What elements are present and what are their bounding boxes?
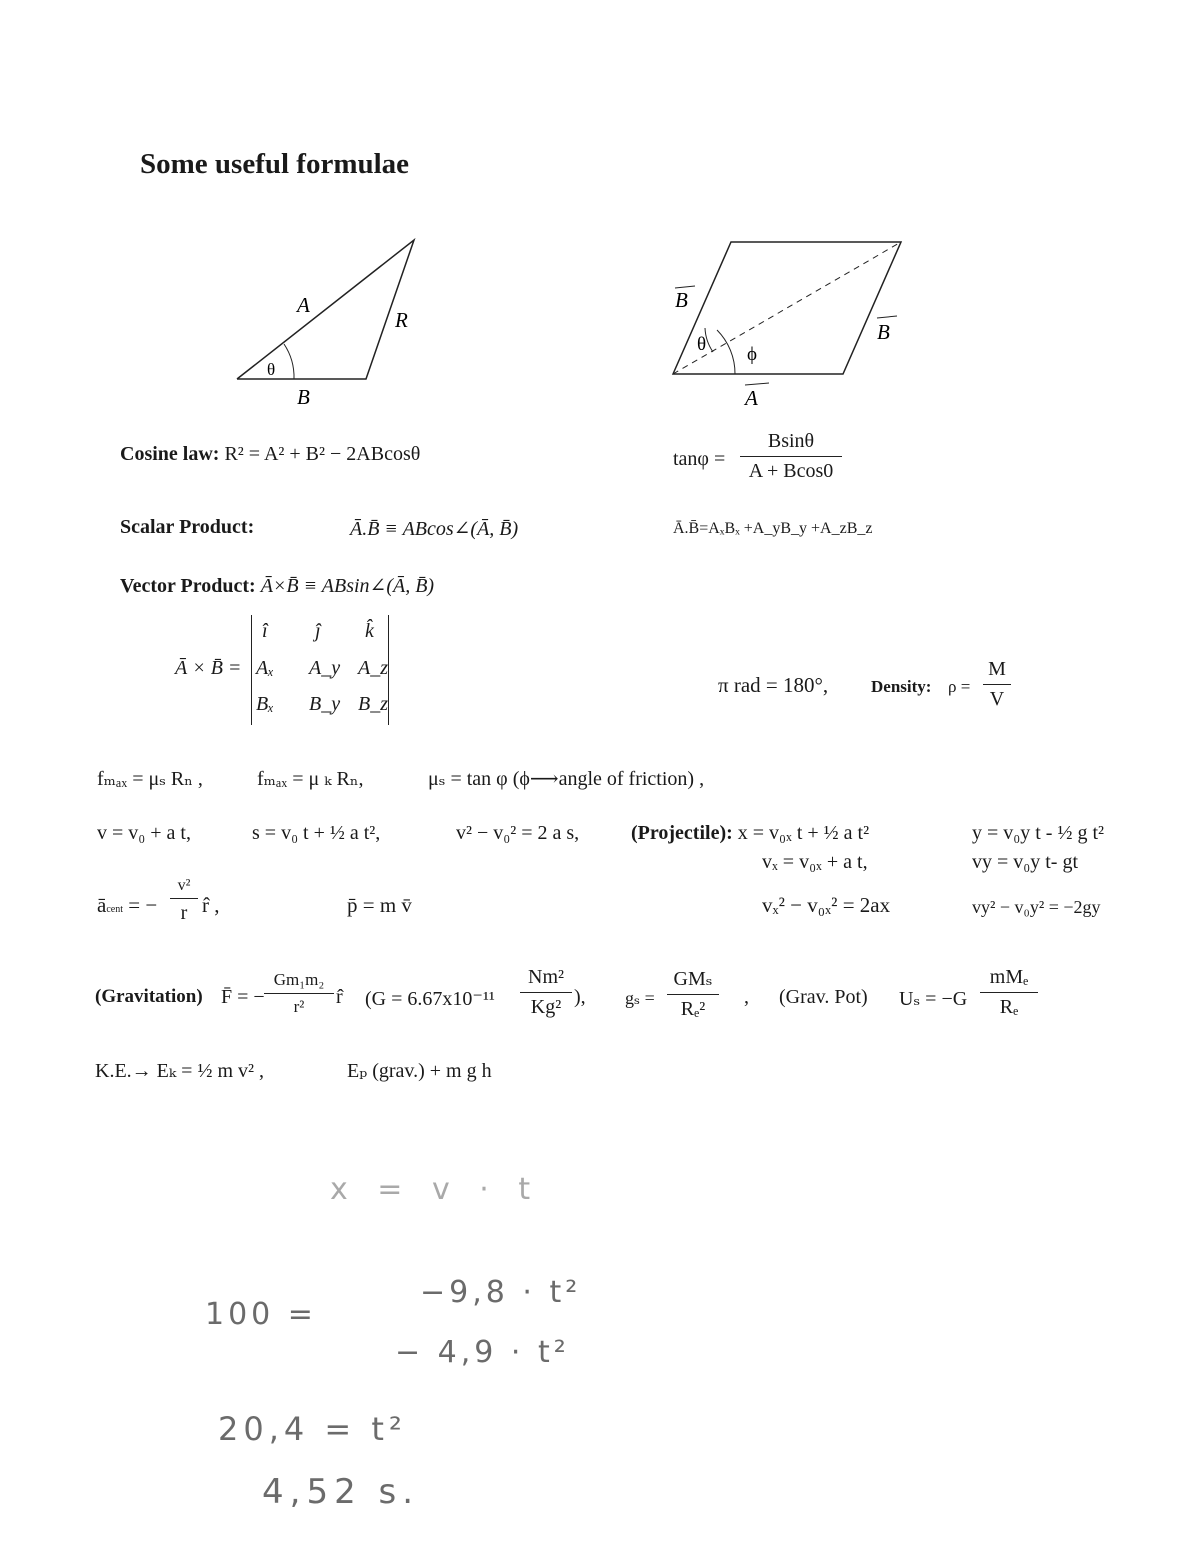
centripetal-a: ā xyxy=(97,893,107,917)
gravitation-force-fraction xyxy=(264,970,334,1017)
det-j-hat: ĵ xyxy=(315,620,321,642)
triangle-label-b: B xyxy=(297,385,310,409)
density-fraction xyxy=(983,658,1011,711)
tan-phi-numerator: Bsinθ xyxy=(740,430,842,457)
centripetal-lhs xyxy=(97,893,157,918)
gravitation-units-denominator: Kg² xyxy=(530,996,562,1018)
gravitation-force-numerator: Gm₁m₂ xyxy=(264,970,334,994)
parallelogram-label-phi: ϕ xyxy=(747,344,758,365)
projectile-vy-squared: vy² − v₀y² = −2gy xyxy=(972,897,1101,917)
projectile-vx-squared: vₓ² − v₀ₓ² = 2ax xyxy=(762,893,891,917)
handwriting-line-2a: 100 = xyxy=(205,1297,317,1332)
gravitation-force-rhat: r̂ xyxy=(336,986,343,1008)
gravitation-units-numerator: Nm² xyxy=(520,966,572,993)
handwriting-line-1: x = v · t xyxy=(330,1172,541,1207)
density-symbol: ρ = xyxy=(948,677,971,696)
gravitation-force-lhs: F̄ = − xyxy=(221,986,265,1008)
handwriting-line-3: − 4,9 · t² xyxy=(395,1335,570,1370)
kinetic-energy: K.E.→ Eₖ = ½ m v² , xyxy=(95,1060,265,1082)
determinant-lhs: Ā × B̄ = xyxy=(175,657,242,679)
parallelogram-label-a: A xyxy=(745,386,758,410)
tan-phi-fraction xyxy=(740,430,842,483)
surface-gravity-numerator: GMₛ xyxy=(667,966,719,995)
density-label: Density: xyxy=(871,677,932,696)
grav-pot-label: (Grav. Pot) xyxy=(779,986,868,1008)
projectile-y: y = v₀y t - ½ g t² xyxy=(972,822,1105,844)
triangle-label-theta: θ xyxy=(267,360,276,379)
tan-phi-denominator: A + Bcos0 xyxy=(748,460,834,482)
centripetal-numerator: v² xyxy=(170,877,198,899)
det-i-hat: î xyxy=(262,620,268,642)
gravitation-label: (Gravitation) xyxy=(95,986,203,1007)
kin-velocity: v = v₀ + a t, xyxy=(97,822,191,844)
centripetal-sub: cent xyxy=(106,904,123,915)
potential-energy: Eₚ (grav.) + m g h xyxy=(347,1060,492,1082)
parallelogram-label-theta: θ xyxy=(697,334,707,355)
grav-pot-fraction xyxy=(980,966,1038,1019)
vector-product-formula: Ā×B̄ ≡ ABsin∠(Ā, B̄) xyxy=(260,575,435,597)
parallelogram-label-b-left: B xyxy=(675,288,688,312)
projectile-label: (Projectile): xyxy=(631,822,733,844)
vector-product-label: Vector Product: xyxy=(120,575,256,597)
projectile-vx: vₓ = v₀ₓ + a t, xyxy=(762,851,868,873)
grav-pot-denominator: Rₑ xyxy=(999,996,1019,1018)
density-denominator: V xyxy=(989,688,1005,710)
projectile-x-formula: x = v₀ₓ t + ½ a t² xyxy=(737,822,870,844)
parallelogram-label-b-right: B xyxy=(877,320,890,344)
det-bx: Bₓ xyxy=(256,693,274,715)
surface-gravity-lhs: gₛ = xyxy=(625,988,655,1008)
gravitation-units-fraction xyxy=(520,966,572,1019)
cosine-law-label: Cosine law: xyxy=(120,443,220,465)
page-title: Some useful formulae xyxy=(140,148,410,180)
vector-product xyxy=(120,573,434,598)
kin-displacement: s = v₀ t + ½ a t², xyxy=(252,822,381,844)
det-ay: A_y xyxy=(309,657,341,679)
pi-rad: π rad = 180°, xyxy=(718,673,829,697)
det-bz: B_z xyxy=(358,693,388,715)
friction-kinetic: fₘₐₓ = μ ₖ Rₙ, xyxy=(257,768,364,790)
triangle-diagram xyxy=(230,232,430,412)
handwriting-line-2b: −9,8 · t² xyxy=(420,1275,582,1310)
momentum-formula: p̄ = m v̄ xyxy=(347,893,412,917)
handwriting-line-4: 20,4 = t² xyxy=(218,1410,407,1448)
cosine-law xyxy=(120,443,420,466)
det-by: B_y xyxy=(309,693,341,715)
gravitation-comma: , xyxy=(744,986,749,1008)
scalar-product-label: Scalar Product: xyxy=(120,516,255,538)
friction-angle: μₛ = tan φ (ϕ⟶angle of friction) , xyxy=(428,768,705,790)
gravitation-constant-close: ), xyxy=(574,986,586,1008)
centripetal-eq: = − xyxy=(128,893,158,917)
projectile-x xyxy=(631,822,869,845)
triangle-label-r: R xyxy=(395,308,408,332)
centripetal-rhat: r̂ , xyxy=(202,893,220,917)
grav-pot-numerator: mMₑ xyxy=(980,966,1038,993)
kin-velocity-squared: v² − v₀² = 2 a s, xyxy=(456,822,580,844)
density-numerator: M xyxy=(983,658,1011,685)
gravitation-force-denominator: r² xyxy=(293,997,305,1016)
determinant-matrix xyxy=(251,615,389,725)
det-ax: Aₓ xyxy=(256,657,274,679)
friction-static: fₘₐₓ = μₛ Rₙ , xyxy=(97,768,203,790)
grav-pot-lhs: Uₛ = −G xyxy=(899,988,968,1010)
scalar-product-components: Ā.B̄=AₓBₓ +A_yB_y +A_zB_z xyxy=(673,520,873,537)
det-k-hat: k̂ xyxy=(365,620,374,642)
surface-gravity-denominator: Rₑ² xyxy=(680,998,706,1020)
parallelogram-diagram xyxy=(665,232,915,412)
det-az: A_z xyxy=(358,657,388,679)
handwriting-line-5: 4,52 s. xyxy=(262,1472,420,1512)
projectile-vy: vy = v₀y t- gt xyxy=(972,851,1079,873)
tan-phi-lhs: tanφ = xyxy=(673,448,726,470)
centripetal-fraction xyxy=(170,877,198,925)
cosine-law-formula: R² = A² + B² − 2ABcosθ xyxy=(224,443,421,465)
triangle-label-a: A xyxy=(297,293,310,317)
surface-gravity-fraction xyxy=(667,966,719,1021)
centripetal-denominator: r xyxy=(180,902,188,924)
gravitation-constant: (G = 6.67x10⁻¹¹ xyxy=(365,988,495,1010)
scalar-product-formula: Ā.B̄ ≡ ABcos∠(Ā, B̄) xyxy=(350,518,519,540)
